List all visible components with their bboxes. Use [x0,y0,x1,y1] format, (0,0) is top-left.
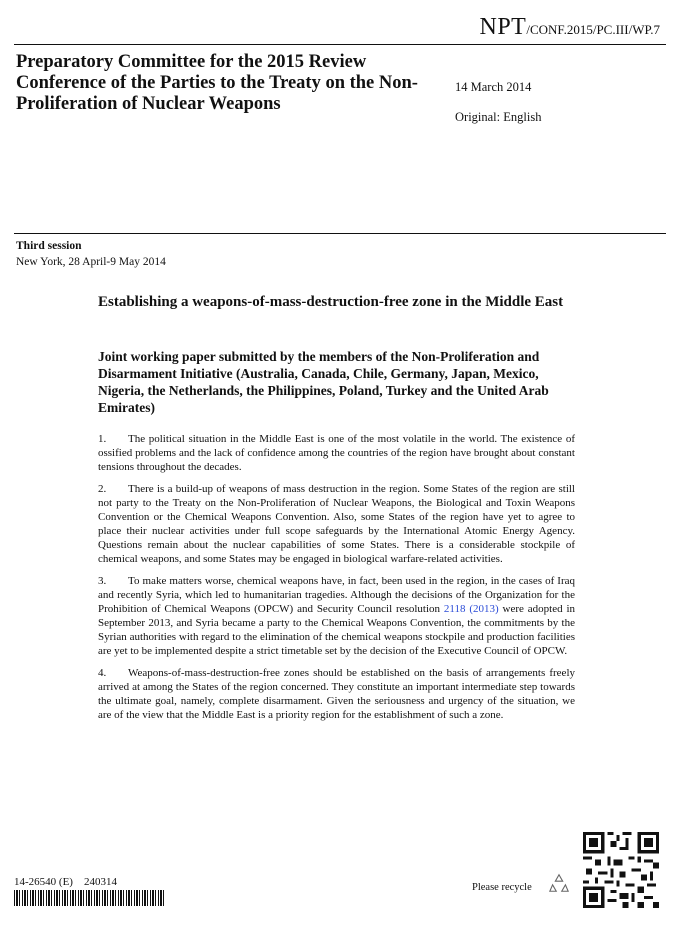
paragraph-number: 2. [98,483,107,495]
paragraph-4 [98,666,575,722]
document-title: Establishing a weapons-of-mass-destruction-free zone in the Middle East [98,294,564,310]
barcode-icon [14,890,166,906]
session-label: Third session [16,240,82,252]
paragraph-text: Weapons-of-mass-destruction-free zones should be established on the basis of arrangements freely arrived at among the States of the region concerned. They constitute an important intermediate step towards the ultimate goal, namely, complete disarmament. Given the seriousness and urgency of the situation, we are of the view that the Middle East is a priority region for the establishment of such a zone. [98,667,575,721]
paragraph-text: To make matters worse, chemical weapons have, in fact, been used in the region, in the cases of Iraq and recently Syria, which led to humanitarian tragedies. Although the decisions of the Organization for the Prohibition of Chemical Weapons (OPCW) and Security Council resolution [98,575,575,615]
session-place-dates: New York, 28 April-9 May 2014 [16,256,166,268]
paragraph-2 [98,482,575,566]
paragraph-text: were adopted in September 2013, and Syria became a party to the Chemical Weapons Convention, the commitments by the Syrian authorities with regard to the elimination of the chemical weapons stockpile and production facilities are yet to be implemented despite a strict timetable set by the decision of the Executive Council of OPCW. [98,603,575,657]
paragraph-number: 4. [98,667,107,679]
header-rule [14,44,666,45]
document-symbol [479,14,660,41]
session-rule [14,233,666,234]
paragraph-number: 1. [98,433,107,445]
document-number: 14-26540 (E) 240314 [14,876,117,888]
symbol-rest: /CONF.2015/PC.III/WP.7 [526,22,660,37]
recycle-icon [548,872,570,894]
paragraph-number: 3. [98,575,107,587]
paragraph-text: There is a build-up of weapons of mass destruction in the region. Some States of the region are still not party to the Treaty on the Non-Proliferation of Nuclear Weapons, the Biological and Toxin Weapons Convention or the Chemical Weapons Convention. Also, some States of the region have yet to agree to place their nuclear activities under full scope safeguards by the International Atomic Energy Agency. Questions remain about the nuclear capabilities of some States. There is a considerable stockpile of chemical weapons, and some States may be engaged in biological warfare-related activities. [98,483,575,565]
paragraph-1 [98,432,575,474]
paragraph-text: The political situation in the Middle East is one of the most volatile in the world. The existence of ossified problems and the lack of confidence among the countries of the region have brought about constant tensions throughout the decades. [98,433,575,473]
original-language: Original: English [455,110,542,124]
recycle-text: Please recycle [472,882,532,893]
document-body [98,432,575,730]
document-subtitle: Joint working paper submitted by the members of the Non-Proliferation and Disarmament Initiative (Australia, Canada, Chile, Germany, Japan, Mexico, Nigeria, the Netherlands, the Philippines, Poland, Turkey and the United Arab Emirates) [98,349,549,415]
qr-code-icon [583,832,659,908]
paragraph-3 [98,574,575,658]
resolution-link[interactable]: 2118 (2013) [443,603,499,615]
committee-title: Preparatory Committee for the 2015 Review Conference of the Parties to the Treaty on the Non-Proliferation of Nuclear Weapons [16,52,418,114]
document-date: 14 March 2014 [455,80,532,94]
symbol-main: NPT [479,14,527,40]
